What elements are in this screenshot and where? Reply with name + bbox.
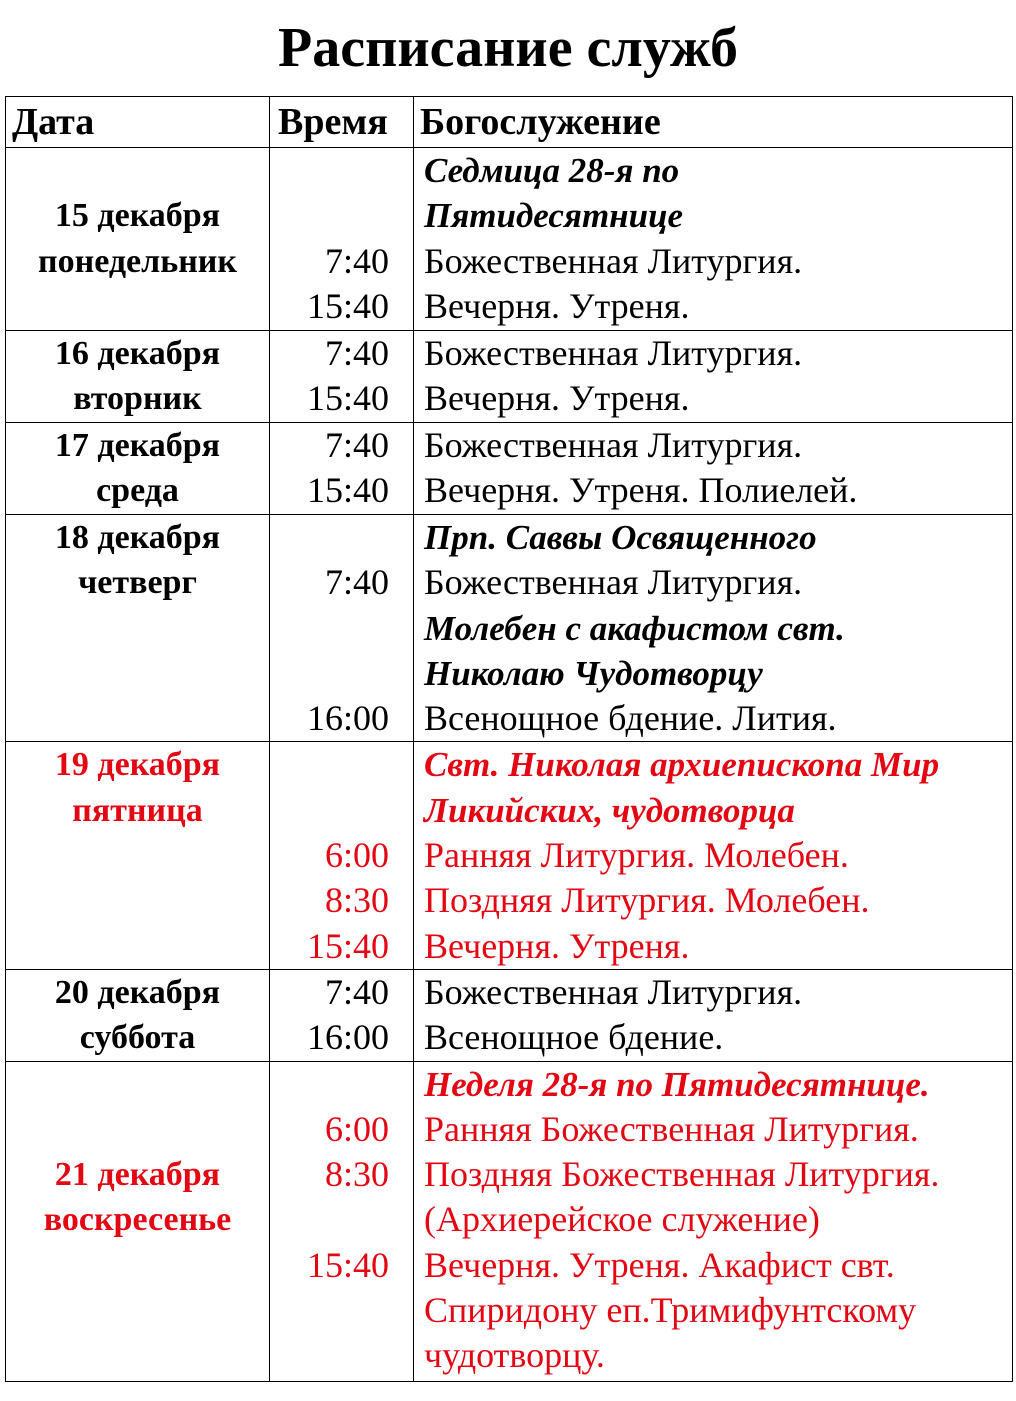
service-cell <box>414 148 1013 331</box>
service-text: Божественная Литургия. <box>424 240 803 281</box>
header-service: Богослужение <box>414 97 1013 148</box>
feast-title: Свт. Николая архиепископа Мир <box>424 745 940 785</box>
weekday-text: четверг <box>78 564 197 602</box>
weekday-text: понедельник <box>38 242 237 280</box>
service-text: Всенощное бдение. <box>424 1017 724 1058</box>
service-text: Ранняя Божественная Литургия. <box>424 1108 919 1149</box>
service-text: чудотворцу. <box>424 1335 605 1376</box>
time-text: 16:00 <box>306 1017 389 1058</box>
weekday-text: воскресенье <box>43 1201 232 1239</box>
date-cell <box>6 331 270 423</box>
feast-title: Молебен с акафистом свт. <box>424 608 845 648</box>
schedule-row <box>6 1061 1013 1381</box>
time-text: 6:00 <box>324 1108 389 1149</box>
service-text: Вечерня. Утреня. Акафист свт. <box>424 1244 895 1285</box>
service-text: Вечерня. Утреня. <box>424 285 690 326</box>
date-cell <box>6 423 270 515</box>
time-text: 8:30 <box>324 1154 389 1195</box>
weekday-text: среда <box>96 472 179 510</box>
feast-title: Ликийских, чудотворца <box>424 790 795 830</box>
service-text: Поздняя Божественная Литургия. <box>424 1154 940 1195</box>
service-text: Божественная Литургия. <box>424 333 803 373</box>
time-cell <box>270 515 414 742</box>
date-text: 19 декабря <box>54 746 221 784</box>
date-text: 20 декабря <box>54 973 221 1011</box>
spacer <box>6 148 269 193</box>
service-cell <box>414 1061 1013 1381</box>
service-text: Божественная Литургия. <box>424 562 803 603</box>
time-text <box>270 1197 413 1242</box>
time-text <box>270 1333 413 1378</box>
date-text: 17 декабря <box>54 427 221 464</box>
feast-title: Неделя 28-я по Пятидесятнице. <box>424 1064 930 1104</box>
date-cell <box>6 969 270 1061</box>
date-text: 21 декабря <box>54 1156 221 1194</box>
time-text: 7:40 <box>324 240 389 281</box>
time-text <box>270 1062 413 1107</box>
service-text: Божественная Литургия. <box>424 425 803 465</box>
time-text <box>270 1288 413 1333</box>
service-text: Поздняя Литургия. Молебен. <box>424 880 870 921</box>
service-cell <box>414 331 1013 423</box>
time-text: 7:40 <box>324 971 389 1012</box>
time-text: 7:40 <box>324 425 389 465</box>
service-text: Божественная Литургия. <box>424 971 803 1012</box>
header-row <box>6 97 1013 148</box>
date-text: 15 декабря <box>54 197 221 235</box>
time-text: 7:40 <box>324 562 389 603</box>
page-title: Расписание служб <box>278 17 738 79</box>
date-text: 18 декабря <box>54 519 221 556</box>
schedule-row <box>6 742 1013 969</box>
date-cell <box>6 148 270 331</box>
date-text: 16 декабря <box>54 335 221 372</box>
time-text <box>270 606 413 651</box>
schedule-row <box>6 423 1013 515</box>
time-text <box>270 651 413 696</box>
date-cell <box>6 742 270 969</box>
service-cell <box>414 742 1013 969</box>
time-text: 16:00 <box>306 698 389 739</box>
time-cell <box>270 1061 414 1381</box>
time-text: 15:40 <box>306 1244 389 1285</box>
service-cell <box>414 969 1013 1061</box>
weekday-text: вторник <box>73 380 202 418</box>
time-text <box>270 193 413 238</box>
date-cell <box>6 1061 270 1381</box>
time-text: 6:00 <box>324 835 389 876</box>
schedule-row <box>6 148 1013 331</box>
feast-title: Прп. Саввы Освященного <box>424 518 817 557</box>
schedule-table <box>5 96 1013 1382</box>
time-cell <box>270 423 414 515</box>
time-cell <box>270 969 414 1061</box>
time-cell <box>270 331 414 423</box>
weekday-text: суббота <box>79 1019 196 1057</box>
header-date: Дата <box>6 97 270 148</box>
service-text: (Архиерейское служение) <box>424 1199 820 1240</box>
service-text: Вечерня. Утреня. <box>424 378 690 419</box>
header-time: Время <box>270 97 414 148</box>
feast-title: Пятидесятнице <box>424 196 684 236</box>
time-text <box>270 742 413 787</box>
service-text: Вечерня. Утреня. <box>424 925 690 966</box>
service-text: Вечерня. Утреня. Полиелей. <box>424 470 858 511</box>
weekday-text: пятница <box>72 791 203 829</box>
time-cell <box>270 742 414 969</box>
service-text: Всенощное бдение. Лития. <box>424 698 837 739</box>
schedule-row <box>6 331 1013 423</box>
time-text: 7:40 <box>324 333 389 373</box>
time-text: 15:40 <box>306 925 389 966</box>
time-text: 15:40 <box>306 470 389 511</box>
feast-title: Николаю Чудотворцу <box>424 653 763 693</box>
time-text: 8:30 <box>324 880 389 921</box>
schedule-row <box>6 969 1013 1061</box>
schedule-row <box>6 515 1013 742</box>
date-cell <box>6 515 270 742</box>
service-cell <box>414 515 1013 742</box>
service-text: Ранняя Литургия. Молебен. <box>424 835 849 876</box>
service-text: Спиридону еп.Тримифунтскому <box>424 1290 917 1331</box>
feast-title: Седмица 28-я по <box>424 151 680 190</box>
time-text <box>270 515 413 560</box>
time-cell <box>270 148 414 331</box>
time-text: 15:40 <box>306 285 389 326</box>
spacer <box>6 1062 269 1107</box>
spacer <box>6 1107 269 1152</box>
service-cell <box>414 423 1013 515</box>
time-text <box>270 788 413 833</box>
time-text <box>270 148 413 193</box>
time-text: 15:40 <box>306 378 389 419</box>
